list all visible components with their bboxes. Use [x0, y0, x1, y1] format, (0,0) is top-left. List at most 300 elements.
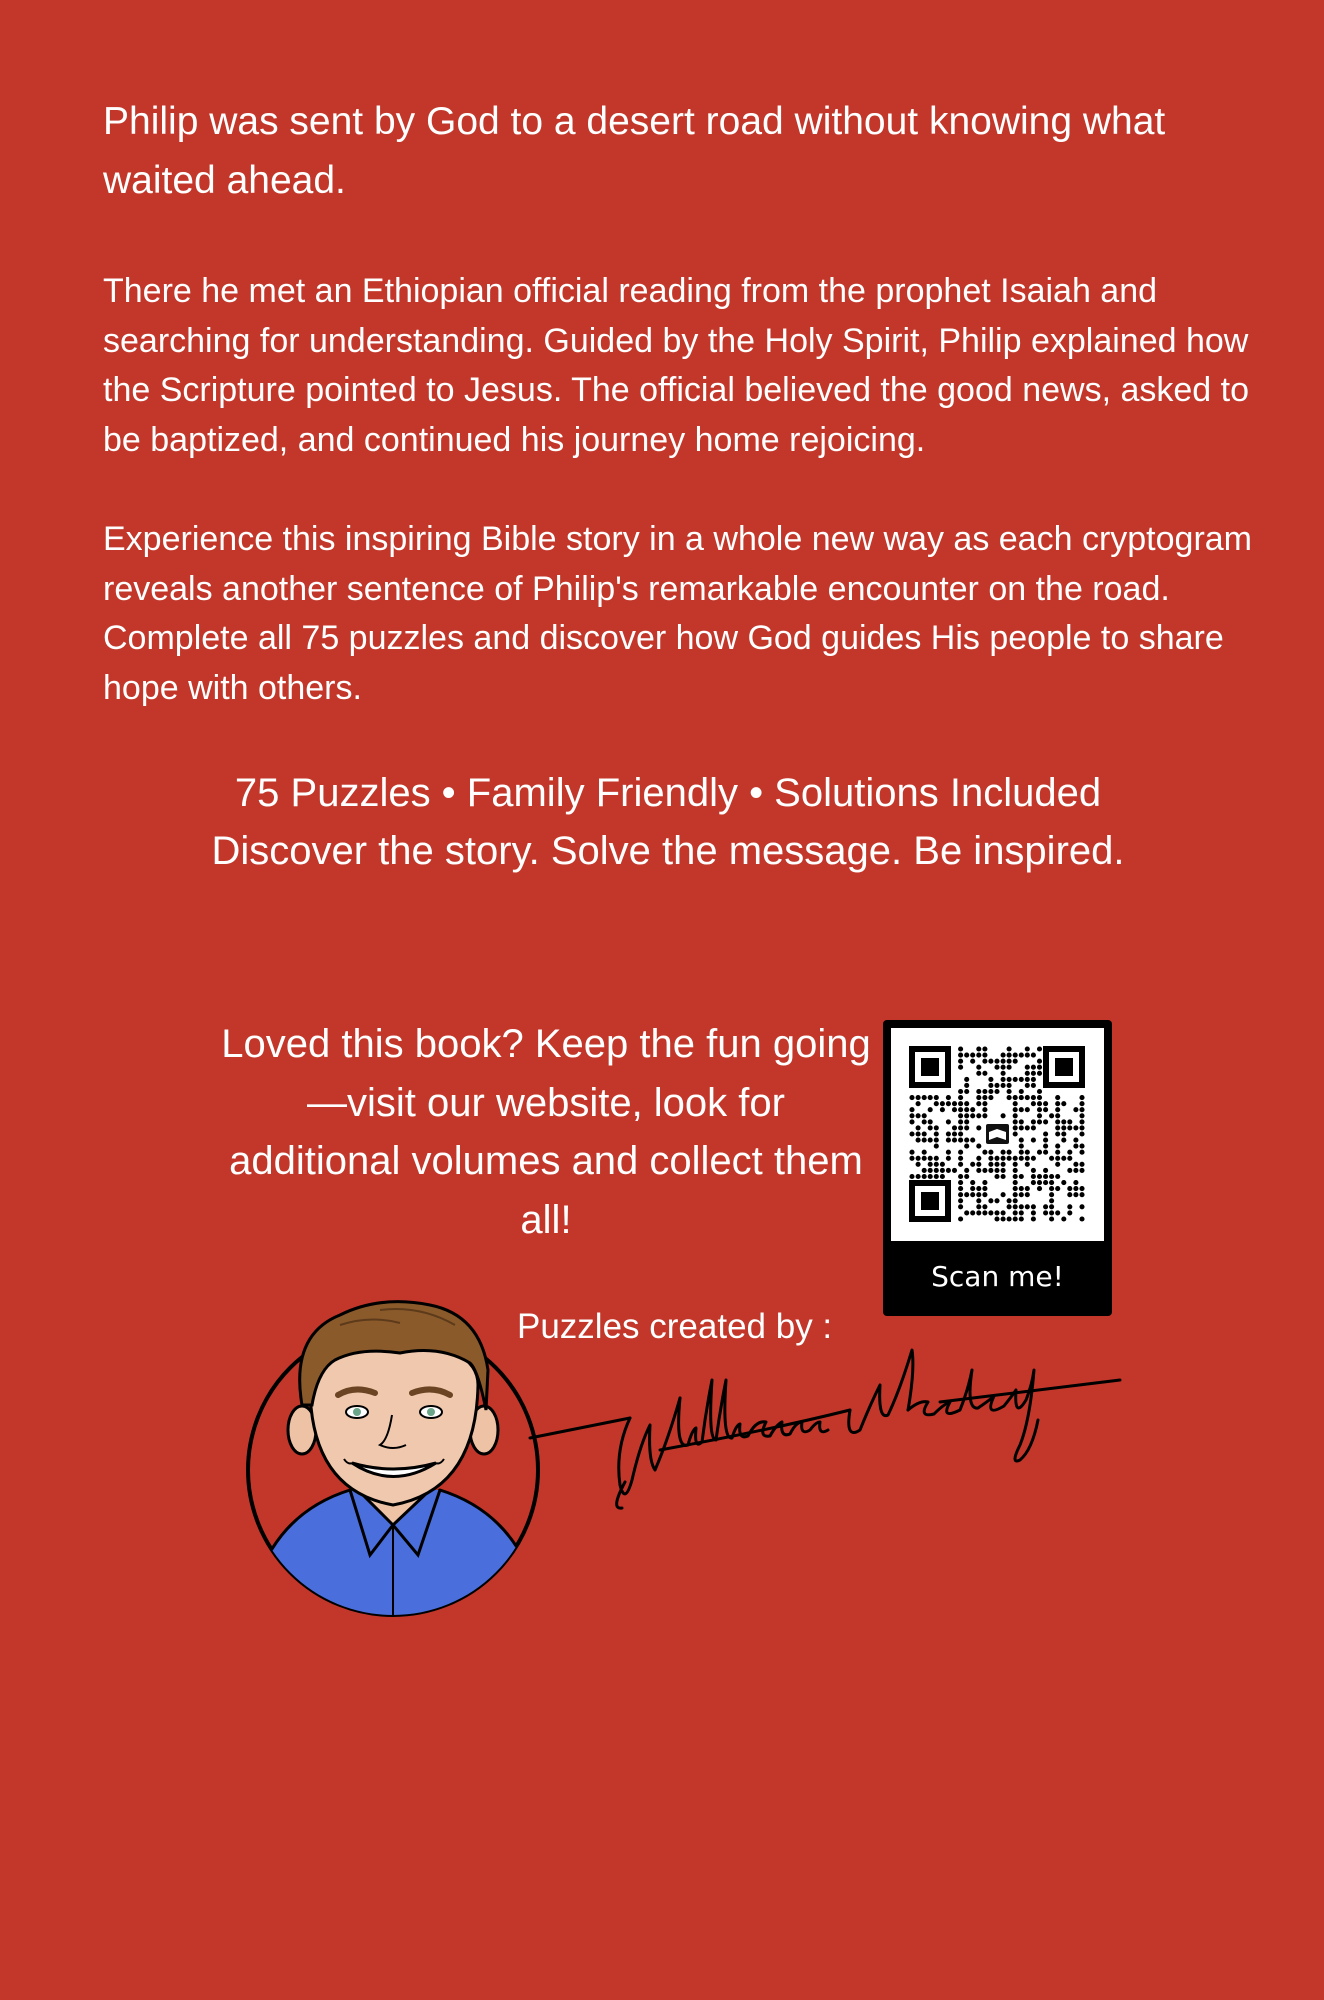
- qr-module: [1073, 1144, 1078, 1149]
- qr-module: [1019, 1192, 1024, 1197]
- qr-module: [909, 1150, 914, 1155]
- qr-module: [988, 1095, 993, 1100]
- qr-module: [976, 1113, 981, 1118]
- qr-module: [1037, 1180, 1042, 1185]
- intro-text: Philip was sent by God to a desert road without knowing what waited ahead.: [103, 100, 1166, 202]
- qr-module: [1019, 1204, 1024, 1209]
- qr-module: [1061, 1101, 1066, 1106]
- qr-module: [1031, 1083, 1036, 1088]
- qr-module: [909, 1119, 914, 1124]
- qr-module: [1013, 1198, 1018, 1203]
- qr-module: [1019, 1210, 1024, 1215]
- qr-module: [1019, 1186, 1024, 1191]
- qr-module: [964, 1107, 969, 1112]
- qr-code[interactable]: [891, 1028, 1104, 1241]
- qr-module: [964, 1053, 969, 1058]
- qr-module: [1067, 1210, 1072, 1215]
- qr-module: [1067, 1156, 1072, 1161]
- qr-module: [970, 1107, 975, 1112]
- qr-module: [1001, 1053, 1006, 1058]
- qr-module: [916, 1162, 921, 1167]
- qr-module: [1073, 1107, 1078, 1112]
- qr-module: [952, 1101, 957, 1106]
- qr-module: [988, 1168, 993, 1173]
- qr-module: [928, 1174, 933, 1179]
- qr-module: [1049, 1156, 1054, 1161]
- qr-module: [1031, 1119, 1036, 1124]
- qr-module: [982, 1113, 987, 1118]
- qr-module: [994, 1198, 999, 1203]
- qr-module: [1037, 1101, 1042, 1106]
- qr-module: [988, 1059, 993, 1064]
- qr-module: [1007, 1089, 1012, 1094]
- qr-module: [976, 1204, 981, 1209]
- qr-module: [940, 1174, 945, 1179]
- qr-module: [1025, 1204, 1030, 1209]
- qr-module: [1013, 1210, 1018, 1215]
- qr-module: [1055, 1125, 1060, 1130]
- qr-module: [958, 1119, 963, 1124]
- qr-module: [982, 1053, 987, 1058]
- qr-module: [964, 1138, 969, 1143]
- qr-module: [1019, 1174, 1024, 1179]
- qr-module: [1043, 1101, 1048, 1106]
- qr-module: [988, 1077, 993, 1082]
- qr-module: [1061, 1125, 1066, 1130]
- qr-module: [934, 1174, 939, 1179]
- qr-module: [1013, 1113, 1018, 1118]
- qr-module: [934, 1125, 939, 1130]
- qr-module: [1079, 1113, 1084, 1118]
- qr-module: [1079, 1095, 1084, 1100]
- qr-module: [922, 1156, 927, 1161]
- qr-module: [1001, 1174, 1006, 1179]
- qr-module: [1043, 1131, 1048, 1136]
- qr-module: [1037, 1119, 1042, 1124]
- qr-module: [976, 1101, 981, 1106]
- qr-module: [1055, 1101, 1060, 1106]
- qr-module: [934, 1095, 939, 1100]
- qr-module: [982, 1192, 987, 1197]
- qr-module: [988, 1210, 993, 1215]
- qr-module: [928, 1168, 933, 1173]
- qr-module: [1019, 1144, 1024, 1149]
- qr-module: [988, 1156, 993, 1161]
- qr-module: [1073, 1125, 1078, 1130]
- qr-module: [994, 1083, 999, 1088]
- qr-module: [934, 1168, 939, 1173]
- qr-module: [958, 1125, 963, 1130]
- qr-module: [958, 1131, 963, 1136]
- credit-label: Puzzles created by :: [517, 1307, 833, 1346]
- qr-module: [916, 1101, 921, 1106]
- qr-module: [1013, 1119, 1018, 1124]
- qr-module: [1019, 1150, 1024, 1155]
- qr-module: [916, 1095, 921, 1100]
- qr-module: [1073, 1192, 1078, 1197]
- qr-module: [976, 1125, 981, 1130]
- qr-module: [958, 1059, 963, 1064]
- qr-module: [982, 1095, 987, 1100]
- slogan-line: Discover the story. Solve the message. Be inspired.: [211, 829, 1125, 873]
- qr-module: [922, 1131, 927, 1136]
- qr-module: [940, 1107, 945, 1112]
- qr-module: [1055, 1210, 1060, 1215]
- qr-module: [1007, 1216, 1012, 1221]
- qr-module: [1055, 1174, 1060, 1179]
- qr-module: [958, 1192, 963, 1197]
- qr-module: [1001, 1113, 1006, 1118]
- qr-module: [1049, 1180, 1054, 1185]
- qr-module: [958, 1107, 963, 1112]
- qr-module: [1007, 1204, 1012, 1209]
- qr-module: [958, 1095, 963, 1100]
- qr-module: [994, 1089, 999, 1094]
- qr-module: [1031, 1180, 1036, 1185]
- qr-module: [1019, 1216, 1024, 1221]
- qr-module: [1031, 1095, 1036, 1100]
- puzzle-paragraph: Experience this inspiring Bible story in a whole new way as each cryptogram reveals another sentence of Philip's remarkable encounter on the road. Complete all 75 puzzles and discover how God guides His people to share hope with others.: [103, 520, 1252, 707]
- qr-module: [1025, 1083, 1030, 1088]
- qr-module: [922, 1119, 927, 1124]
- qr-module: [1001, 1162, 1006, 1167]
- qr-module: [958, 1186, 963, 1191]
- qr-module: [964, 1174, 969, 1179]
- qr-module: [1067, 1204, 1072, 1209]
- qr-module: [958, 1046, 963, 1051]
- promo-text: Loved this book? Keep the fun going—visit our website, look for additional volumes and collect them all!: [221, 1022, 871, 1242]
- qr-module: [928, 1107, 933, 1112]
- qr-module: [1067, 1150, 1072, 1155]
- qr-module: [1013, 1059, 1018, 1064]
- qr-module: [934, 1131, 939, 1136]
- qr-module: [1025, 1077, 1030, 1082]
- qr-module: [940, 1101, 945, 1106]
- qr-module: [916, 1156, 921, 1161]
- qr-module: [1055, 1107, 1060, 1112]
- qr-module: [928, 1119, 933, 1124]
- qr-module: [922, 1138, 927, 1143]
- qr-module: [1007, 1156, 1012, 1161]
- qr-module: [1013, 1125, 1018, 1130]
- qr-module: [976, 1089, 981, 1094]
- qr-module: [982, 1089, 987, 1094]
- qr-module: [1037, 1046, 1042, 1051]
- qr-module: [1025, 1065, 1030, 1070]
- qr-module: [1043, 1119, 1048, 1124]
- qr-module: [976, 1095, 981, 1100]
- qr-module: [1019, 1156, 1024, 1161]
- qr-module: [928, 1162, 933, 1167]
- qr-module: [1025, 1107, 1030, 1112]
- qr-module: [1013, 1107, 1018, 1112]
- qr-code-icon: [891, 1028, 1104, 1241]
- qr-module: [1079, 1162, 1084, 1167]
- qr-code-card[interactable]: [883, 1020, 1112, 1316]
- qr-module: [1025, 1053, 1030, 1058]
- qr-module: [946, 1156, 951, 1161]
- qr-module: [964, 1119, 969, 1124]
- qr-module: [1055, 1156, 1060, 1161]
- qr-module: [1049, 1192, 1054, 1197]
- qr-module: [1079, 1150, 1084, 1155]
- qr-module: [952, 1138, 957, 1143]
- qr-module: [958, 1198, 963, 1203]
- qr-module: [1019, 1107, 1024, 1112]
- qr-module: [1055, 1144, 1060, 1149]
- qr-module: [958, 1156, 963, 1161]
- qr-module: [1001, 1077, 1006, 1082]
- qr-module: [1043, 1144, 1048, 1149]
- qr-module: [940, 1162, 945, 1167]
- qr-module: [1013, 1186, 1018, 1191]
- qr-module: [1079, 1186, 1084, 1191]
- qr-module: [976, 1192, 981, 1197]
- qr-module: [1037, 1107, 1042, 1112]
- qr-module: [909, 1095, 914, 1100]
- qr-module: [1013, 1156, 1018, 1161]
- qr-module: [909, 1156, 914, 1161]
- qr-module: [970, 1180, 975, 1185]
- qr-module: [1043, 1138, 1048, 1143]
- qr-module: [922, 1168, 927, 1173]
- qr-module: [970, 1138, 975, 1143]
- qr-module: [958, 1162, 963, 1167]
- qr-module: [982, 1046, 987, 1051]
- qr-module: [1001, 1216, 1006, 1221]
- qr-module: [928, 1138, 933, 1143]
- qr-module: [1079, 1107, 1084, 1112]
- qr-module: [1019, 1077, 1024, 1082]
- qr-module: [1079, 1119, 1084, 1124]
- qr-module: [1019, 1119, 1024, 1124]
- qr-module: [982, 1150, 987, 1155]
- qr-module: [1031, 1065, 1036, 1070]
- qr-module: [976, 1144, 981, 1149]
- qr-module: [1031, 1125, 1036, 1130]
- qr-module: [976, 1210, 981, 1215]
- qr-module: [909, 1113, 914, 1118]
- qr-module: [958, 1053, 963, 1058]
- qr-module: [982, 1180, 987, 1185]
- qr-module: [1013, 1204, 1018, 1209]
- qr-module: [1007, 1065, 1012, 1070]
- qr-module: [1031, 1174, 1036, 1179]
- qr-module: [1037, 1186, 1042, 1191]
- qr-module: [994, 1174, 999, 1179]
- qr-module: [940, 1168, 945, 1173]
- qr-module: [1019, 1125, 1024, 1130]
- qr-module: [1079, 1131, 1084, 1136]
- qr-module: [1049, 1198, 1054, 1203]
- qr-module: [976, 1168, 981, 1173]
- qr-module: [1013, 1101, 1018, 1106]
- qr-module: [958, 1204, 963, 1209]
- qr-module: [958, 1101, 963, 1106]
- qr-module: [928, 1125, 933, 1130]
- qr-module: [946, 1095, 951, 1100]
- qr-module: [1031, 1204, 1036, 1209]
- qr-module: [1007, 1053, 1012, 1058]
- qr-module: [1031, 1216, 1036, 1221]
- qr-module: [976, 1198, 981, 1203]
- qr-module: [1043, 1168, 1048, 1173]
- qr-module: [909, 1131, 914, 1136]
- qr-module: [1055, 1150, 1060, 1155]
- qr-module: [1037, 1150, 1042, 1155]
- qr-module: [964, 1113, 969, 1118]
- qr-module: [982, 1168, 987, 1173]
- qr-module: [964, 1077, 969, 1082]
- qr-module: [1073, 1138, 1078, 1143]
- qr-module: [909, 1107, 914, 1112]
- qr-module: [1049, 1210, 1054, 1215]
- qr-module: [1031, 1071, 1036, 1076]
- qr-module: [934, 1162, 939, 1167]
- qr-module: [1007, 1059, 1012, 1064]
- qr-module: [1001, 1168, 1006, 1173]
- qr-module: [1055, 1113, 1060, 1118]
- qr-module: [976, 1162, 981, 1167]
- qr-module: [1037, 1071, 1042, 1076]
- qr-module: [934, 1156, 939, 1161]
- qr-module: [1079, 1101, 1084, 1106]
- qr-module: [994, 1059, 999, 1064]
- qr-module: [1079, 1168, 1084, 1173]
- qr-module: [1001, 1210, 1006, 1215]
- qr-module: [958, 1065, 963, 1070]
- qr-module: [958, 1113, 963, 1118]
- qr-module: [994, 1156, 999, 1161]
- qr-module: [970, 1210, 975, 1215]
- qr-module: [1013, 1216, 1018, 1221]
- qr-module: [1073, 1180, 1078, 1185]
- qr-module: [1031, 1168, 1036, 1173]
- qr-module: [1037, 1089, 1042, 1094]
- qr-module: [964, 1089, 969, 1094]
- qr-module: [976, 1186, 981, 1191]
- qr-module: [1073, 1162, 1078, 1167]
- qr-module: [952, 1168, 957, 1173]
- qr-module: [994, 1216, 999, 1221]
- qr-module: [952, 1131, 957, 1136]
- qr-module: [922, 1113, 927, 1118]
- qr-module: [1079, 1144, 1084, 1149]
- qr-module: [946, 1138, 951, 1143]
- qr-module: [916, 1174, 921, 1179]
- qr-module: [964, 1083, 969, 1088]
- features-line: 75 Puzzles • Family Friendly • Solutions Included: [234, 771, 1102, 815]
- qr-module: [1031, 1156, 1036, 1161]
- qr-module: [982, 1186, 987, 1191]
- qr-module: [1061, 1131, 1066, 1136]
- qr-module: [982, 1107, 987, 1112]
- qr-module: [1007, 1083, 1012, 1088]
- qr-module: [958, 1150, 963, 1155]
- qr-module: [1055, 1095, 1060, 1100]
- qr-module: [1043, 1174, 1048, 1179]
- qr-module: [1007, 1150, 1012, 1155]
- qr-module: [958, 1174, 963, 1179]
- qr-module: [1013, 1095, 1018, 1100]
- qr-module: [1013, 1174, 1018, 1179]
- qr-module: [916, 1138, 921, 1143]
- qr-module: [994, 1162, 999, 1167]
- qr-module: [1001, 1156, 1006, 1161]
- qr-module: [1019, 1095, 1024, 1100]
- author-signature: [520, 1310, 1130, 1520]
- qr-module: [946, 1150, 951, 1155]
- qr-module: [946, 1168, 951, 1173]
- qr-module: [922, 1095, 927, 1100]
- qr-module: [1055, 1119, 1060, 1124]
- qr-module: [970, 1186, 975, 1191]
- qr-module: [916, 1125, 921, 1130]
- qr-module: [994, 1210, 999, 1215]
- qr-module: [1025, 1071, 1030, 1076]
- qr-module: [1013, 1168, 1018, 1173]
- qr-module: [1061, 1216, 1066, 1221]
- qr-module: [1049, 1174, 1054, 1179]
- qr-module: [922, 1174, 927, 1179]
- qr-module: [1067, 1192, 1072, 1197]
- qr-module: [1055, 1131, 1060, 1136]
- qr-module: [1013, 1192, 1018, 1197]
- qr-module: [1055, 1186, 1060, 1191]
- qr-module: [1019, 1053, 1024, 1058]
- qr-module: [1025, 1156, 1030, 1161]
- qr-module: [1079, 1125, 1084, 1130]
- qr-module: [1013, 1180, 1018, 1185]
- qr-module: [1013, 1162, 1018, 1167]
- qr-module: [1025, 1162, 1030, 1167]
- qr-module: [976, 1071, 981, 1076]
- qr-module: [952, 1107, 957, 1112]
- qr-module: [1055, 1162, 1060, 1167]
- qr-module: [970, 1162, 975, 1167]
- qr-module: [1001, 1071, 1006, 1076]
- qr-module: [1001, 1150, 1006, 1155]
- qr-module: [1031, 1138, 1036, 1143]
- qr-module: [1025, 1095, 1030, 1100]
- qr-module: [1067, 1186, 1072, 1191]
- qr-module: [1073, 1168, 1078, 1173]
- qr-module: [1031, 1210, 1036, 1215]
- qr-module: [1043, 1204, 1048, 1209]
- qr-module: [916, 1131, 921, 1136]
- qr-module: [1031, 1077, 1036, 1082]
- qr-module: [988, 1162, 993, 1167]
- qr-module: [1007, 1077, 1012, 1082]
- qr-module: [1007, 1046, 1012, 1051]
- qr-module: [988, 1198, 993, 1203]
- qr-module: [946, 1119, 951, 1124]
- qr-module: [1001, 1059, 1006, 1064]
- qr-module: [982, 1059, 987, 1064]
- qr-module: [964, 1210, 969, 1215]
- qr-module: [1043, 1107, 1048, 1112]
- qr-module: [934, 1144, 939, 1149]
- qr-module: [1049, 1113, 1054, 1118]
- qr-module: [1025, 1192, 1030, 1197]
- qr-module: [964, 1144, 969, 1149]
- qr-module: [1019, 1089, 1024, 1094]
- qr-module: [909, 1174, 914, 1179]
- qr-module: [1037, 1174, 1042, 1179]
- qr-module: [1037, 1095, 1042, 1100]
- qr-module: [952, 1125, 957, 1130]
- qr-module: [958, 1089, 963, 1094]
